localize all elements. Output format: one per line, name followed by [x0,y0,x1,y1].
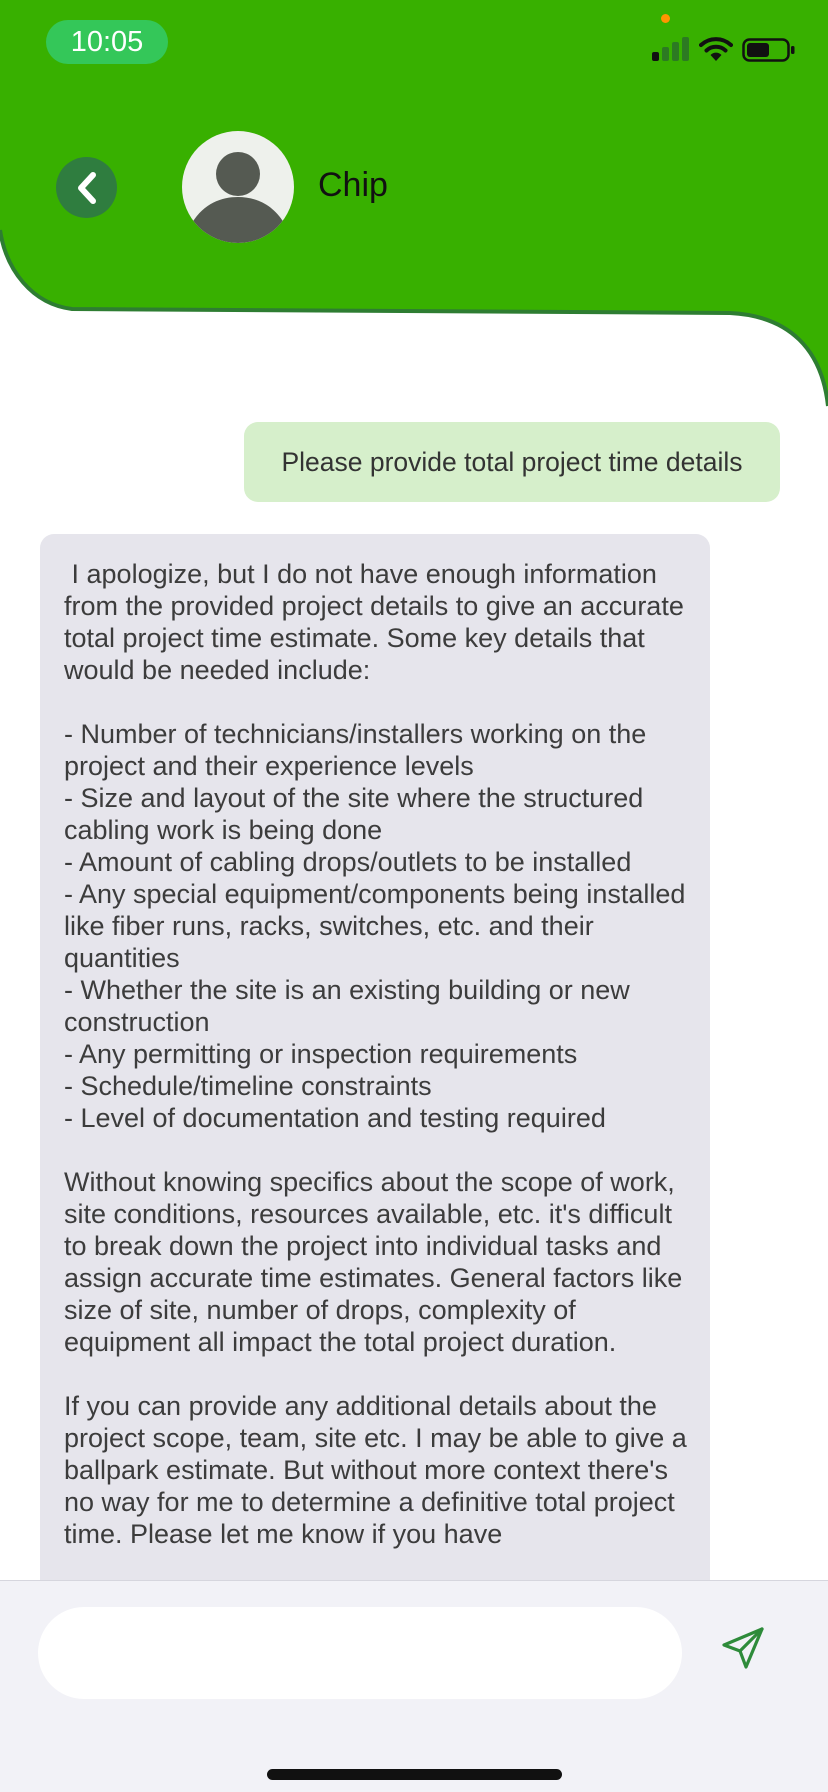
user-message-text: Please provide total project time details [281,446,743,477]
battery-icon [742,36,796,64]
status-bar [0,0,828,90]
person-icon [182,131,294,243]
send-button[interactable] [720,1625,766,1671]
paper-plane-icon [724,1629,762,1667]
status-time: 10:05 [46,20,168,64]
wifi-icon [699,35,733,63]
user-message-bubble [244,422,780,502]
contact-name: Chip [318,166,388,204]
bot-message-text: I apologize, but I do not have enough information from the provided project details to give an accurate total project time estimate. Some key details that would be needed include: - Number of technicians/installers working on the project and their experience levels - Size and layout of the site where the structured cabling work is being done - Amount of cabling drops/outlets to be installed - Any special equipment/components being installed like fiber runs, racks, switches, etc. and their quantities - Whether the site is an existing building or new construction - Any permitting or inspection requirements - Schedule/timeline constraints - Level of documentation and testing required Without knowing specifics about the scope of work, site conditions, resources available, etc. it's difficult to break down the project into individual tasks and assign accurate time estimates. General factors like size of site, number of drops, complexity of equipment all impact the total project duration. If you can provide any additional details about the project scope, team, site etc. I may be able to give a ballpark estimate. But without more context there's no way for me to determine a definitive total project time. Please let me know if you have [64,559,687,1549]
message-composer [0,1580,828,1792]
message-input[interactable] [38,1607,682,1699]
contact-avatar[interactable] [182,131,294,243]
cellular-signal-icon [652,37,690,61]
privacy-indicator-dot [661,14,670,23]
bot-message-bubble [40,534,710,1634]
chevron-left-icon [73,171,101,205]
home-indicator [267,1769,562,1780]
back-button[interactable] [56,157,117,218]
